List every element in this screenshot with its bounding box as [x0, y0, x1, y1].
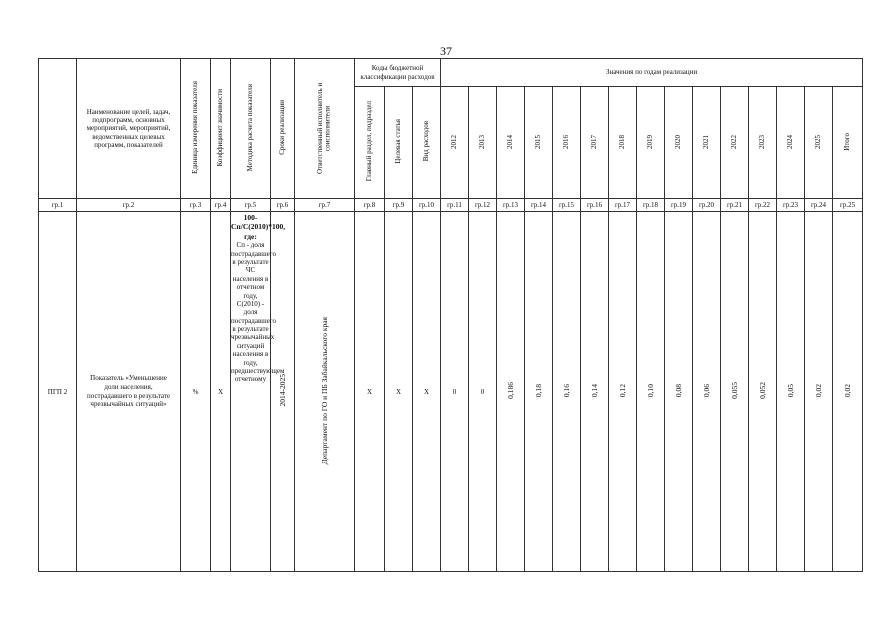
header-expense-type: Вид расходов: [413, 87, 441, 199]
header-year: 2013: [469, 87, 497, 199]
header-method: Методика расчета показателя: [231, 59, 271, 199]
header-main-section: Главный раздел, подраздел: [355, 87, 385, 199]
header-year: 2015: [525, 87, 553, 199]
value-2014: 0,186: [497, 212, 525, 572]
group-number: гр.13: [497, 199, 525, 212]
group-number: гр.5: [231, 199, 271, 212]
header-year: 2022: [721, 87, 749, 199]
group-number: гр.1: [39, 199, 77, 212]
group-number: гр.21: [721, 199, 749, 212]
header-budget-codes: Коды бюджетной классификации расходов: [355, 59, 441, 87]
method-formula: 100-Cп/C(2010)*100, где:: [231, 213, 286, 241]
group-number: гр.7: [295, 199, 355, 212]
method-text: Cп - доля пострадавшего в результате ЧС населения в отчетном году, C(2010) - доля пострадавшего в результате чрезвычайных ситуаций населения в году, предшествующем отчетному: [231, 241, 285, 384]
group-number-row: [39, 199, 863, 212]
header-values-by-year: Значения по годам реализации: [441, 59, 863, 87]
value-2016: 0,16: [553, 212, 581, 572]
indicator-table: [38, 58, 863, 572]
value-2020: 0,08: [665, 212, 693, 572]
header-responsible: Ответственный исполнитель и соисполнители: [295, 59, 355, 199]
row-main-section: X: [355, 212, 385, 572]
header-unit: Единица измерения показателя: [181, 59, 211, 199]
value-2021: 0,06: [693, 212, 721, 572]
group-number: гр.2: [77, 199, 181, 212]
header-total: Итого: [833, 87, 863, 199]
row-name: Показатель «Уменьшение доли населения, пострадавшего в результате чрезвычайных ситуаций»: [77, 212, 181, 572]
value-2024: 0,05: [777, 212, 805, 572]
group-number: гр.19: [665, 199, 693, 212]
group-number: гр.12: [469, 199, 497, 212]
header-name: Наименование целей, задач, подпрограмм, основных мероприятий, мероприятий, ведомственных целевых программ, показателей: [77, 59, 181, 199]
header-year: 2019: [637, 87, 665, 199]
indicator-row: [39, 212, 863, 572]
value-2013: 0: [469, 212, 497, 572]
group-number: гр.11: [441, 199, 469, 212]
header-coef: Коэффициент значимости: [211, 59, 231, 199]
group-number: гр.23: [777, 199, 805, 212]
header-year: 2016: [553, 87, 581, 199]
header-year: 2024: [777, 87, 805, 199]
group-number: гр.24: [805, 199, 833, 212]
group-number: гр.8: [355, 199, 385, 212]
value-2019: 0,10: [637, 212, 665, 572]
value-2022: 0,055: [721, 212, 749, 572]
group-number: гр.20: [693, 199, 721, 212]
value-2018: 0,12: [609, 212, 637, 572]
header-year: 2018: [609, 87, 637, 199]
page-number: 37: [440, 44, 452, 58]
row-coef: X: [211, 212, 231, 572]
value-2025: 0,02: [805, 212, 833, 572]
group-number: гр.18: [637, 199, 665, 212]
header-year: 2021: [693, 87, 721, 199]
header-year: 2014: [497, 87, 525, 199]
row-code: ПГП 2: [39, 212, 77, 572]
header-year: 2020: [665, 87, 693, 199]
header-year: 2025: [805, 87, 833, 199]
value-2023: 0,052: [749, 212, 777, 572]
row-target-article: X: [385, 212, 413, 572]
value-2015: 0,18: [525, 212, 553, 572]
header-target-article: Целевая статья: [385, 87, 413, 199]
group-number: гр.3: [181, 199, 211, 212]
group-number: гр.17: [609, 199, 637, 212]
group-number: гр.16: [581, 199, 609, 212]
group-number: гр.14: [525, 199, 553, 212]
group-number: гр.9: [385, 199, 413, 212]
header-empty-cell: [39, 59, 77, 199]
group-number: гр.22: [749, 199, 777, 212]
header-year: 2017: [581, 87, 609, 199]
row-term: 2014-2025: [271, 212, 295, 572]
header-year: 2012: [441, 87, 469, 199]
header-term: Сроки реализации: [271, 59, 295, 199]
group-number: гр.15: [553, 199, 581, 212]
group-number: гр.6: [271, 199, 295, 212]
group-number: гр.10: [413, 199, 441, 212]
value-total: 0,02: [833, 212, 863, 572]
row-expense-type: X: [413, 212, 441, 572]
value-2017: 0,14: [581, 212, 609, 572]
value-2012: 0: [441, 212, 469, 572]
group-number: гр.25: [833, 199, 863, 212]
header-year: 2023: [749, 87, 777, 199]
row-responsible: Департамент по ГО и ПБ Забайкальского края: [295, 212, 355, 572]
group-number: гр.4: [211, 199, 231, 212]
row-unit: %: [181, 212, 211, 572]
